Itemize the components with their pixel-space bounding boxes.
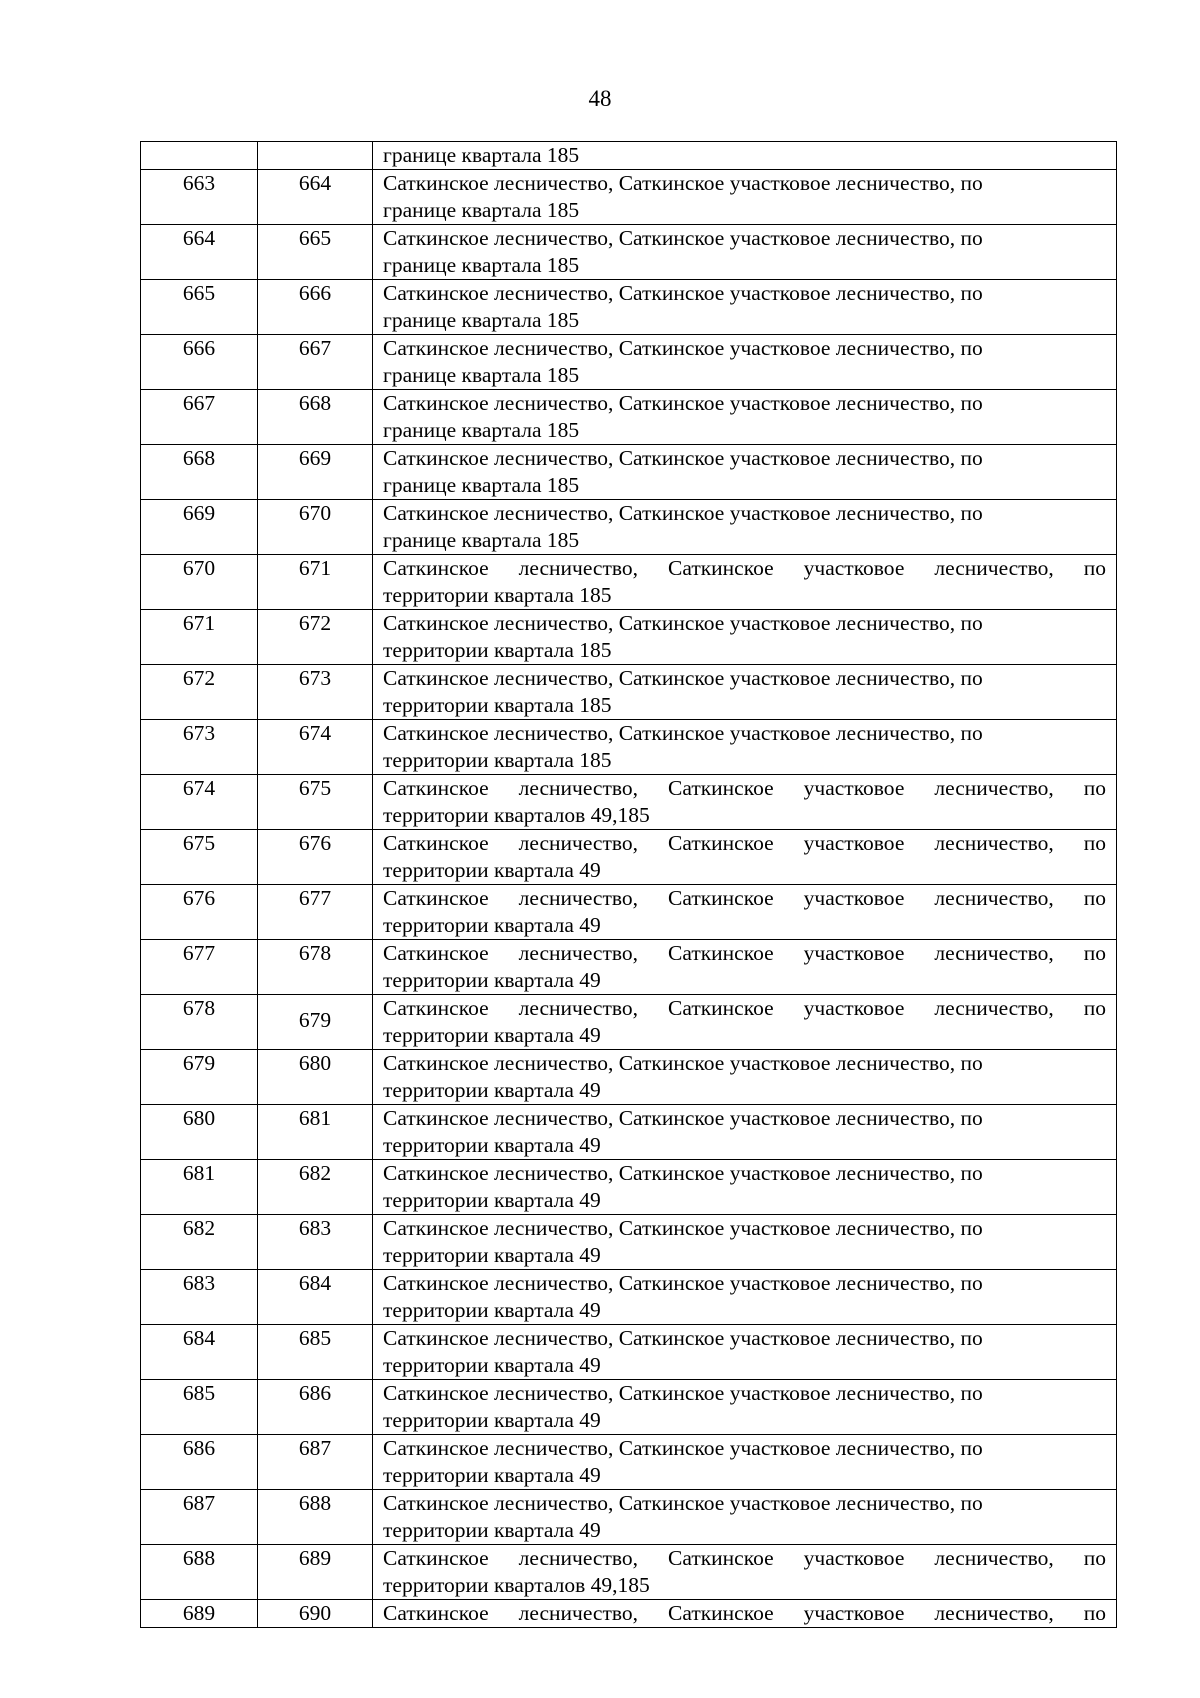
point-from-cell [141, 1215, 258, 1270]
table-row [141, 1050, 1117, 1105]
table-row [141, 995, 1117, 1050]
description-cell [373, 720, 1117, 775]
table-row [141, 1545, 1117, 1600]
description-cell [373, 335, 1117, 390]
point-from-number: 674 [182, 776, 216, 800]
point-from-number: 686 [182, 1436, 216, 1460]
point-to-number: 682 [298, 1161, 332, 1185]
table-row [141, 1435, 1117, 1490]
point-from-cell [141, 1050, 258, 1105]
table-row [141, 610, 1117, 665]
point-to-cell [258, 335, 373, 390]
point-to-cell [258, 170, 373, 225]
point-from-number: 689 [182, 1601, 216, 1625]
point-from-number: 666 [182, 336, 216, 360]
point-to-cell [258, 500, 373, 555]
point-to-cell [258, 1545, 373, 1600]
point-to-cell [258, 1050, 373, 1105]
point-from-number: 665 [182, 281, 216, 305]
description-cell [373, 995, 1117, 1050]
point-from-cell [141, 1435, 258, 1490]
description-line: Саткинское лесничество, Саткинское участковое лесничество, по [383, 611, 983, 635]
table-row [141, 335, 1117, 390]
point-from-cell [141, 885, 258, 940]
description-cell [373, 1490, 1117, 1545]
point-from-number: 679 [182, 1051, 216, 1075]
point-from-number: 667 [182, 391, 216, 415]
description-cell [373, 830, 1117, 885]
point-to-cell [258, 995, 373, 1050]
point-to-cell [258, 665, 373, 720]
description-cell [373, 1600, 1117, 1628]
description-cell [373, 665, 1117, 720]
description-line: территории квартала 49 [383, 1518, 601, 1542]
table-row-continuation [141, 142, 1117, 170]
point-from-cell [141, 665, 258, 720]
table-row [141, 280, 1117, 335]
point-from-cell [141, 720, 258, 775]
point-from-cell [141, 610, 258, 665]
table-row [141, 170, 1117, 225]
description-line: границе квартала 185 [383, 143, 580, 167]
point-from-number: 668 [182, 446, 216, 470]
description-line: территории квартала 49 [383, 1408, 601, 1432]
description-cell [373, 390, 1117, 445]
point-from-cell [141, 995, 258, 1050]
point-from-cell [141, 170, 258, 225]
table-row [141, 1325, 1117, 1380]
point-from-number: 683 [182, 1271, 216, 1295]
description-line: Саткинское лесничество, Саткинское участковое лесничество, по [383, 1271, 983, 1295]
description-line: Саткинское лесничество, Саткинское участковое лесничество, по [383, 1436, 983, 1460]
description-line: Саткинское лесничество, Саткинское участковое лесничество, по [383, 666, 983, 690]
point-to-cell [258, 555, 373, 610]
point-to-number: 665 [298, 226, 332, 250]
description-cell [373, 142, 1117, 170]
description-cell [373, 1380, 1117, 1435]
description-line: территории кварталов 49,185 [383, 803, 650, 827]
point-to-number: 686 [298, 1381, 332, 1405]
point-from-number: 664 [182, 226, 216, 250]
description-cell [373, 225, 1117, 280]
table-row [141, 445, 1117, 500]
description-line: границе квартала 185 [383, 473, 580, 497]
description-line: Саткинское лесничество, Саткинское участковое лесничество, по [383, 776, 1106, 800]
description-cell [373, 1050, 1117, 1105]
description-cell [373, 280, 1117, 335]
description-line: Саткинское лесничество, Саткинское участковое лесничество, по [383, 556, 1106, 580]
description-line: Саткинское лесничество, Саткинское участковое лесничество, по [383, 391, 983, 415]
point-from-number: 680 [182, 1106, 216, 1130]
table-row [141, 665, 1117, 720]
description-line: Саткинское лесничество, Саткинское участковое лесничество, по [383, 721, 983, 745]
point-to-cell [258, 720, 373, 775]
description-line: Саткинское лесничество, Саткинское участковое лесничество, по [383, 501, 983, 525]
table-row [141, 940, 1117, 995]
point-from-number: 663 [182, 171, 216, 195]
point-to-number: 664 [298, 171, 332, 195]
description-line: границе квартала 185 [383, 308, 580, 332]
point-from-number: 672 [182, 666, 216, 690]
description-cell [373, 1105, 1117, 1160]
description-cell [373, 555, 1117, 610]
point-to-number: 676 [298, 831, 332, 855]
point-to-cell [258, 885, 373, 940]
point-from-cell [141, 1380, 258, 1435]
description-line: территории квартала 185 [383, 583, 612, 607]
table-row [141, 720, 1117, 775]
point-from-number: 675 [182, 831, 216, 855]
point-from-number: 684 [182, 1326, 216, 1350]
point-from-number: 677 [182, 941, 216, 965]
point-from-number: 678 [182, 996, 216, 1020]
point-to-cell [258, 830, 373, 885]
description-cell [373, 170, 1117, 225]
table-row [141, 1160, 1117, 1215]
point-from-number: 682 [182, 1216, 216, 1240]
table-row [141, 830, 1117, 885]
table-row [141, 1105, 1117, 1160]
point-to-cell [258, 1105, 373, 1160]
description-cell [373, 1215, 1117, 1270]
point-from-cell [141, 142, 258, 170]
description-line: Саткинское лесничество, Саткинское участковое лесничество, по [383, 1491, 983, 1515]
point-to-cell [258, 1435, 373, 1490]
description-line: Саткинское лесничество, Саткинское участковое лесничество, по [383, 226, 983, 250]
description-line: Саткинское лесничество, Саткинское участковое лесничество, по [383, 281, 983, 305]
page-number: 48 [588, 86, 612, 111]
description-cell [373, 445, 1117, 500]
table-row [141, 555, 1117, 610]
point-to-number: 689 [298, 1546, 332, 1570]
point-from-cell [141, 390, 258, 445]
table-row [141, 1600, 1117, 1628]
point-to-number: 668 [298, 391, 332, 415]
point-to-number: 667 [298, 336, 332, 360]
point-to-number: 678 [298, 941, 332, 965]
description-cell [373, 1435, 1117, 1490]
point-to-cell [258, 142, 373, 170]
point-from-cell [141, 1490, 258, 1545]
description-line: территории квартала 49 [383, 1078, 601, 1102]
description-line: Саткинское лесничество, Саткинское участковое лесничество, по [383, 1546, 1106, 1570]
point-from-cell [141, 830, 258, 885]
point-from-cell [141, 1600, 258, 1628]
table-row [141, 1215, 1117, 1270]
table-row [141, 1490, 1117, 1545]
description-line: территории квартала 49 [383, 1023, 601, 1047]
description-line: Саткинское лесничество, Саткинское участковое лесничество, по [383, 1216, 983, 1240]
point-to-number: 681 [298, 1106, 332, 1130]
point-to-cell [258, 1600, 373, 1628]
description-line: Саткинское лесничество, Саткинское участковое лесничество, по [383, 446, 983, 470]
description-line: территории квартала 49 [383, 913, 601, 937]
point-from-number: 669 [182, 501, 216, 525]
point-to-cell [258, 445, 373, 500]
description-cell [373, 775, 1117, 830]
description-line: территории квартала 49 [383, 1243, 601, 1267]
table-row [141, 225, 1117, 280]
description-line: территории квартала 185 [383, 638, 612, 662]
point-to-number: 688 [298, 1491, 332, 1515]
point-to-cell [258, 280, 373, 335]
point-to-number: 669 [298, 446, 332, 470]
description-line: Саткинское лесничество, Саткинское участковое лесничество, по [383, 1381, 983, 1405]
description-line: границе квартала 185 [383, 528, 580, 552]
description-cell [373, 885, 1117, 940]
point-from-cell [141, 775, 258, 830]
table-body [141, 142, 1117, 1628]
description-line: территории квартала 49 [383, 858, 601, 882]
description-cell [373, 610, 1117, 665]
description-cell [373, 1325, 1117, 1380]
point-to-number: 670 [298, 501, 332, 525]
point-to-number: 671 [298, 556, 332, 580]
point-from-number: 670 [182, 556, 216, 580]
point-from-cell [141, 1270, 258, 1325]
point-to-number: 674 [298, 721, 332, 745]
point-to-cell [258, 390, 373, 445]
point-to-number: 690 [298, 1601, 332, 1625]
point-to-number: 687 [298, 1436, 332, 1460]
point-from-cell [141, 500, 258, 555]
description-line: Саткинское лесничество, Саткинское участковое лесничество, по [383, 941, 1106, 965]
description-line: Саткинское лесничество, Саткинское участковое лесничество, по [383, 1106, 983, 1130]
point-from-number: 676 [182, 886, 216, 910]
description-line: территории квартала 185 [383, 748, 612, 772]
description-line: территории квартала 49 [383, 1353, 601, 1377]
table-row [141, 885, 1117, 940]
point-from-cell [141, 1325, 258, 1380]
description-line: территории квартала 49 [383, 1463, 601, 1487]
point-to-number: 685 [298, 1326, 332, 1350]
point-from-cell [141, 1545, 258, 1600]
description-line: границе квартала 185 [383, 363, 580, 387]
description-line: границе квартала 185 [383, 198, 580, 222]
description-line: Саткинское лесничество, Саткинское участковое лесничество, по [383, 1161, 983, 1185]
table-row [141, 500, 1117, 555]
point-to-number: 679 [298, 1008, 332, 1032]
point-to-number: 680 [298, 1051, 332, 1075]
description-line: территории квартала 185 [383, 693, 612, 717]
description-cell [373, 500, 1117, 555]
point-to-cell [258, 1380, 373, 1435]
point-to-number: 672 [298, 611, 332, 635]
point-from-cell [141, 335, 258, 390]
point-from-number: 688 [182, 1546, 216, 1570]
point-to-number: 673 [298, 666, 332, 690]
description-line: территории квартала 49 [383, 968, 601, 992]
description-line: территории кварталов 49,185 [383, 1573, 650, 1597]
point-to-cell [258, 1325, 373, 1380]
point-from-cell [141, 445, 258, 500]
point-from-cell [141, 1160, 258, 1215]
description-line: Саткинское лесничество, Саткинское участковое лесничество, по [383, 171, 983, 195]
point-to-cell [258, 775, 373, 830]
description-line: Саткинское лесничество, Саткинское участковое лесничество, по [383, 1051, 983, 1075]
point-to-cell [258, 610, 373, 665]
point-to-cell [258, 1215, 373, 1270]
description-cell [373, 1270, 1117, 1325]
point-to-cell [258, 1270, 373, 1325]
point-to-cell [258, 1160, 373, 1215]
description-cell [373, 1545, 1117, 1600]
description-line: территории квартала 49 [383, 1298, 601, 1322]
table-row [141, 1380, 1117, 1435]
description-line: Саткинское лесничество, Саткинское участковое лесничество, по [383, 336, 983, 360]
table-row [141, 1270, 1117, 1325]
point-from-cell [141, 280, 258, 335]
description-line: Саткинское лесничество, Саткинское участковое лесничество, по [383, 1326, 983, 1350]
point-from-number: 685 [182, 1381, 216, 1405]
description-line: Саткинское лесничество, Саткинское участковое лесничество, по [383, 886, 1106, 910]
point-from-cell [141, 555, 258, 610]
point-from-number: 673 [182, 721, 216, 745]
point-to-cell [258, 225, 373, 280]
point-to-cell [258, 940, 373, 995]
description-cell [373, 940, 1117, 995]
description-line: Саткинское лесничество, Саткинское участковое лесничество, по [383, 831, 1106, 855]
point-to-number: 677 [298, 886, 332, 910]
description-line: территории квартала 49 [383, 1188, 601, 1212]
point-to-number: 666 [298, 281, 332, 305]
description-line: Саткинское лесничество, Саткинское участковое лесничество, по [383, 996, 1106, 1020]
point-to-cell [258, 1490, 373, 1545]
point-to-number: 684 [298, 1271, 332, 1295]
point-from-cell [141, 940, 258, 995]
boundary-table [140, 141, 1117, 1628]
description-cell [373, 1160, 1117, 1215]
description-line: территории квартала 49 [383, 1133, 601, 1157]
point-from-cell [141, 1105, 258, 1160]
point-from-number: 671 [182, 611, 216, 635]
point-from-cell [141, 225, 258, 280]
description-line: границе квартала 185 [383, 253, 580, 277]
description-line: границе квартала 185 [383, 418, 580, 442]
table-row [141, 775, 1117, 830]
point-to-number: 675 [298, 776, 332, 800]
point-from-number: 687 [182, 1491, 216, 1515]
point-from-number: 681 [182, 1161, 216, 1185]
point-to-number: 683 [298, 1216, 332, 1240]
table-row [141, 390, 1117, 445]
description-line: Саткинское лесничество, Саткинское участковое лесничество, по [383, 1601, 1106, 1625]
